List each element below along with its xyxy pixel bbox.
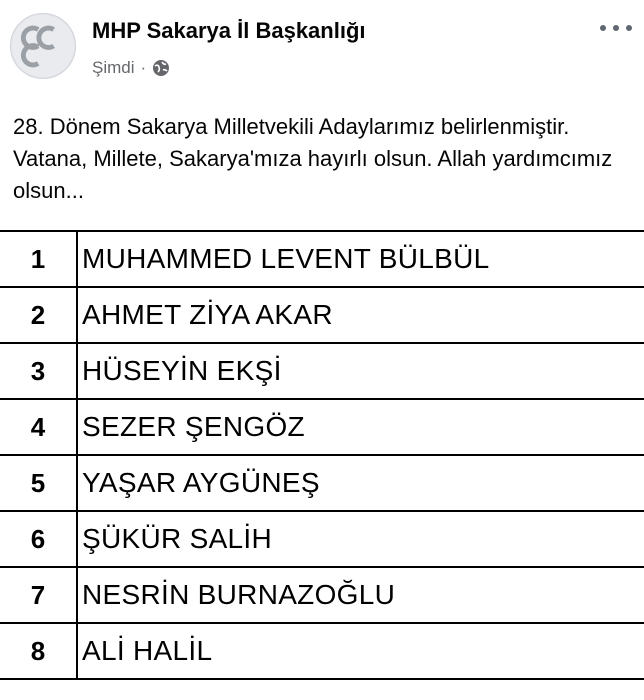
candidate-row xyxy=(0,399,644,455)
candidate-number: 8 xyxy=(0,623,77,679)
candidate-name: AHMET ZİYA AKAR xyxy=(77,287,644,343)
candidate-name: HÜSEYİN EKŞİ xyxy=(77,343,644,399)
globe-icon xyxy=(152,59,170,77)
post-header xyxy=(0,0,644,100)
meta-separator: · xyxy=(140,58,147,77)
candidate-name: NESRİN BURNAZOĞLU xyxy=(77,567,644,623)
candidate-number: 1 xyxy=(0,231,77,287)
candidate-row xyxy=(0,455,644,511)
candidate-row xyxy=(0,231,644,287)
more-options-icon[interactable] xyxy=(600,18,632,38)
page-avatar[interactable] xyxy=(10,13,76,79)
candidate-name: YAŞAR AYGÜNEŞ xyxy=(77,455,644,511)
candidate-name: ALİ HALİL xyxy=(77,623,644,679)
candidate-row xyxy=(0,511,644,567)
candidate-number: 5 xyxy=(0,455,77,511)
candidate-name: MUHAMMED LEVENT BÜLBÜL xyxy=(77,231,644,287)
candidate-number: 3 xyxy=(0,343,77,399)
candidate-number: 7 xyxy=(0,567,77,623)
post-timestamp[interactable]: Şimdi xyxy=(92,58,135,77)
candidate-number: 6 xyxy=(0,511,77,567)
candidate-number: 4 xyxy=(0,399,77,455)
candidate-row xyxy=(0,287,644,343)
candidate-name: ŞÜKÜR SALİH xyxy=(77,511,644,567)
mhp-logo-icon xyxy=(11,14,75,78)
candidate-table xyxy=(0,230,644,680)
post-text: 28. Dönem Sakarya Milletvekili Adaylarımız belirlenmiştir. Vatana, Millete, Sakarya'mıza hayırlı olsun. Allah yardımcımız olsun... xyxy=(13,114,613,203)
candidate-number: 2 xyxy=(0,287,77,343)
candidate-row xyxy=(0,567,644,623)
candidate-name: SEZER ŞENGÖZ xyxy=(77,399,644,455)
post-meta xyxy=(92,58,170,78)
candidate-row xyxy=(0,623,644,679)
page-name-link[interactable]: MHP Sakarya İl Başkanlığı xyxy=(92,18,366,43)
candidate-row xyxy=(0,343,644,399)
